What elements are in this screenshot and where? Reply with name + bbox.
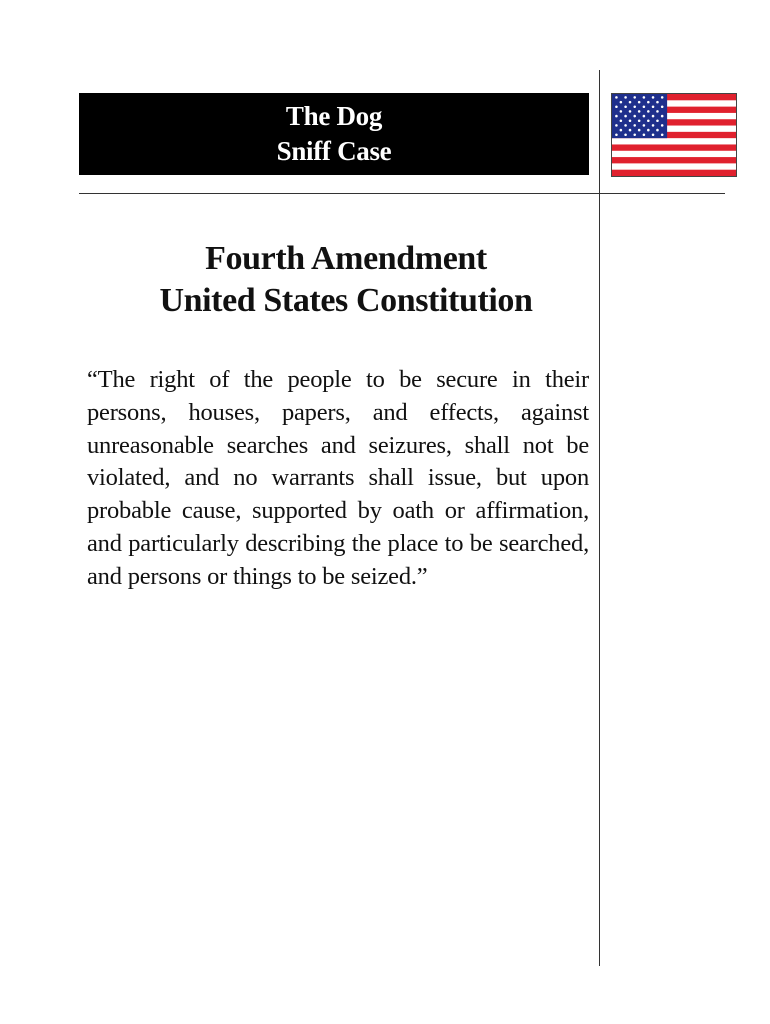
flag-star xyxy=(643,105,646,108)
flag-star xyxy=(620,110,623,113)
flag-star xyxy=(643,115,646,118)
flag-star xyxy=(638,110,641,113)
vertical-divider xyxy=(599,70,600,966)
flag-star xyxy=(615,124,618,127)
flag-stripe xyxy=(612,157,736,163)
flag-star xyxy=(652,96,655,99)
flag-star xyxy=(629,119,632,122)
flag-star xyxy=(661,96,664,99)
flag-star xyxy=(656,101,659,104)
flag-star xyxy=(656,110,659,113)
flag-star xyxy=(643,133,646,136)
flag-star xyxy=(633,105,636,108)
flag-star xyxy=(661,105,664,108)
flag-star xyxy=(638,129,641,132)
flag-star xyxy=(624,96,627,99)
flag-star xyxy=(615,96,618,99)
flag-star xyxy=(629,110,632,113)
heading-line-2: United States Constitution xyxy=(159,282,533,319)
flag-star xyxy=(647,101,650,104)
flag-star xyxy=(615,133,618,136)
flag-star xyxy=(624,105,627,108)
flag-star xyxy=(633,115,636,118)
flag-star xyxy=(633,124,636,127)
flag-star xyxy=(643,124,646,127)
flag-star xyxy=(656,119,659,122)
flag-star xyxy=(615,105,618,108)
flag-star xyxy=(661,133,664,136)
flag-star xyxy=(633,133,636,136)
flag-star xyxy=(661,115,664,118)
flag-star xyxy=(656,129,659,132)
flag-star xyxy=(629,101,632,104)
flag-stripe xyxy=(612,170,736,176)
flag-star xyxy=(647,119,650,122)
flag-star xyxy=(652,124,655,127)
flag-star xyxy=(652,115,655,118)
case-title-box xyxy=(79,93,589,175)
flag-star xyxy=(620,119,623,122)
flag-star xyxy=(661,124,664,127)
flag-stripe xyxy=(612,144,736,150)
flag-canton xyxy=(612,94,667,138)
flag-star xyxy=(620,129,623,132)
page-heading xyxy=(79,238,613,322)
us-flag-icon xyxy=(611,93,737,177)
flag-star xyxy=(638,101,641,104)
flag-star xyxy=(633,96,636,99)
flag-star xyxy=(647,129,650,132)
flag-star xyxy=(652,133,655,136)
flag-star xyxy=(615,115,618,118)
amendment-quote: “The right of the people to be secure in their persons, houses, papers, and effects, against unreasonable searches and seizures, shall not be violated, and no warrants shall issue, but upon probable cause, supported by oath or affirmation, and particularly describing the place to be searched, and persons or things to be seized.” xyxy=(87,366,589,590)
heading-line-1: Fourth Amendment xyxy=(205,240,487,277)
flag-star xyxy=(620,101,623,104)
flag-star xyxy=(652,105,655,108)
flag-star xyxy=(624,133,627,136)
flag-star xyxy=(624,124,627,127)
case-title-line-2: Sniff Case xyxy=(276,136,392,166)
case-title-line-1: The Dog xyxy=(285,101,383,131)
flag-star xyxy=(647,110,650,113)
flag-star xyxy=(643,96,646,99)
horizontal-divider xyxy=(79,193,725,194)
flag-star xyxy=(629,129,632,132)
flag-star xyxy=(638,119,641,122)
flag-star xyxy=(624,115,627,118)
